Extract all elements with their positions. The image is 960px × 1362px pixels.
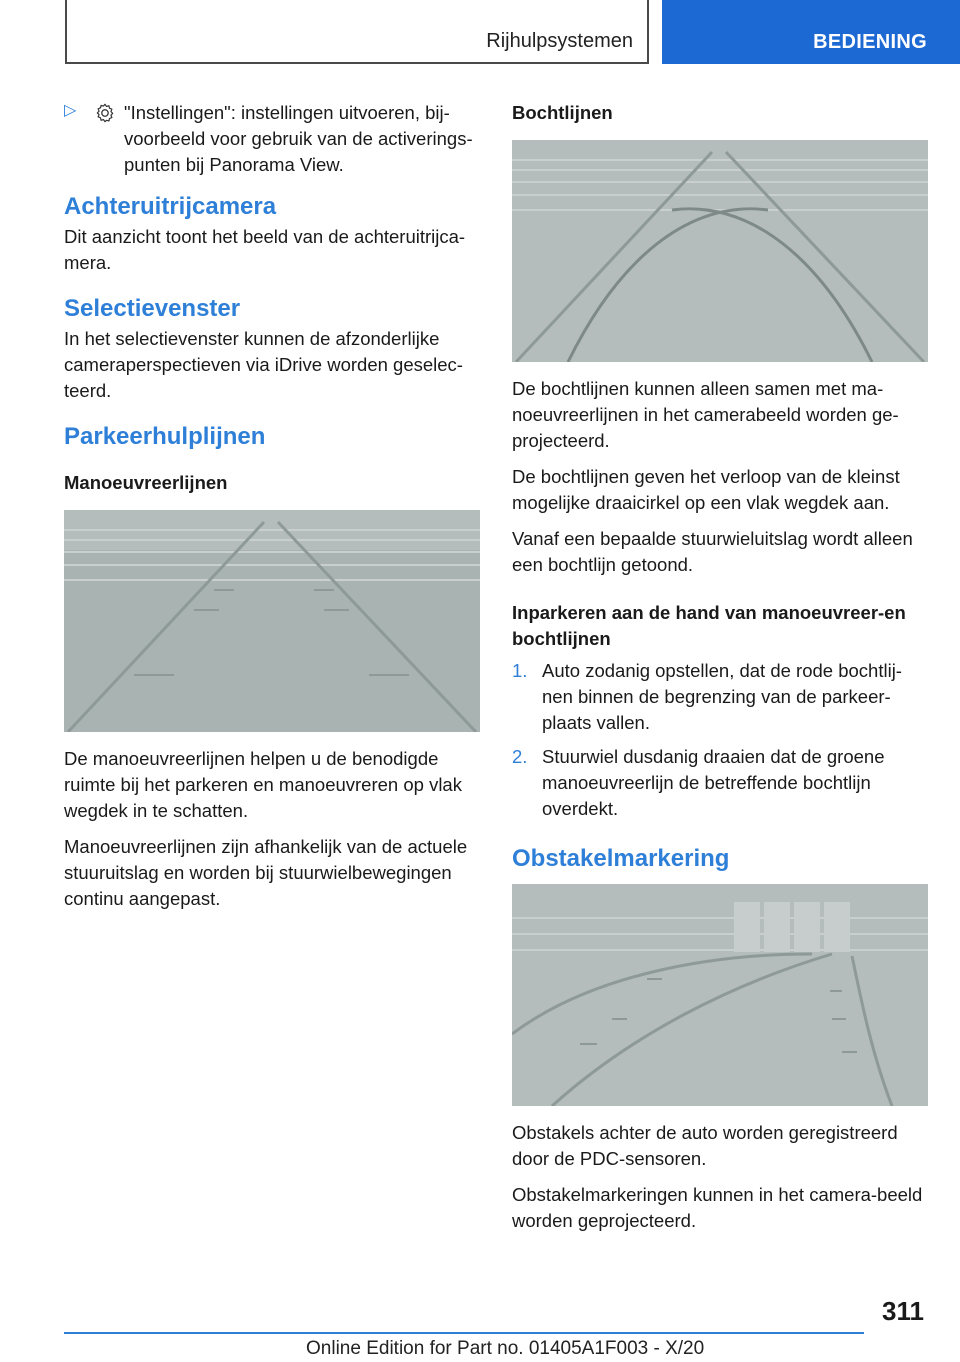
header-section-box (65, 0, 649, 64)
footer-edition: Online Edition for Part no. 01405A1F003 - X/20 (306, 1338, 705, 1359)
header-chapter-tab (662, 0, 960, 64)
paragraph-rear-camera: Dit aanzicht toont het beeld van de achteruitrijca-mera. (64, 226, 466, 273)
heading-rear-camera: Achteruitrijcamera (64, 193, 277, 220)
paragraph-obstacle-1: Obstakels achter de auto worden geregistreerd door de PDC-sensoren. (512, 1122, 898, 1169)
step-number: 2. (512, 746, 528, 767)
paragraph-manoeuvre-2: Manoeuvreerlijnen zijn afhankelijk van de actuele stuuruitslag en worden bij stuurwielbewegingen continu aangepast. (64, 836, 468, 909)
paragraph-curve-3: Vanaf een bepaalde stuurwieluitslag wordt alleen een bochtlijn getoond. (512, 528, 913, 575)
step-number: 1. (512, 660, 528, 681)
heading-obstacle-marking: Obstakelmarkering (512, 845, 730, 872)
paragraph-obstacle-2: Obstakelmarkeringen kunnen in het camera-beeld worden geprojecteerd. (512, 1184, 923, 1231)
heading-curve-lines: Bochtlijnen (512, 102, 613, 123)
step-item (512, 658, 928, 736)
gear-icon (94, 102, 116, 124)
triangle-bullet-icon: ▷ (64, 102, 77, 119)
paragraph-curve-2: De bochtlijnen geven het verloop van de kleinst mogelijke draaicirkel op een vlak wegdek aan. (512, 466, 900, 513)
footer-divider (64, 1332, 864, 1334)
heading-parking-lines: Parkeerhulplijnen (64, 423, 266, 450)
left-column (64, 100, 480, 922)
header-section-title: Rijhulpsystemen (486, 30, 633, 52)
curve-lines-image (512, 140, 928, 362)
settings-bullet (64, 100, 480, 178)
step-text: Stuurwiel dusdanig draaien dat de groene manoeuvreerlijn de betreffende bochtlijn overdekt. (542, 746, 885, 819)
settings-text: "Instellingen": instellingen uitvoeren, bij-voorbeeld voor gebruik van de activerings-punten bij Panorama View. (124, 102, 473, 175)
paragraph-manoeuvre-1: De manoeuvreerlijnen helpen u de benodigde ruimte bij het parkeren en manoeuvreren op vlak wegdek in te schatten. (64, 748, 462, 821)
page-number: 311 (882, 1296, 924, 1326)
step-item (512, 744, 928, 822)
step-text: Auto zodanig opstellen, dat de rode bochtlij-nen binnen de begrenzing van de parkeer-plaats vallen. (542, 660, 902, 733)
heading-manoeuvre-lines: Manoeuvreerlijnen (64, 472, 228, 493)
heading-selection-window: Selectievenster (64, 295, 241, 322)
right-column (512, 100, 928, 1244)
header-chapter-title: BEDIENING (813, 31, 927, 53)
paragraph-selection-window: In het selectievenster kunnen de afzonderlijke cameraperspectieven via iDrive worden geselec-teerd. (64, 328, 463, 401)
paragraph-curve-1: De bochtlijnen kunnen alleen samen met ma-noeuvreerlijnen in het camerabeeld worden ge-projecteerd. (512, 378, 899, 451)
manoeuvre-lines-image (64, 510, 480, 732)
obstacle-marking-image (512, 884, 928, 1106)
heading-parking-procedure: Inparkeren aan de hand van manoeuvreer-en bochtlijnen (512, 602, 906, 649)
